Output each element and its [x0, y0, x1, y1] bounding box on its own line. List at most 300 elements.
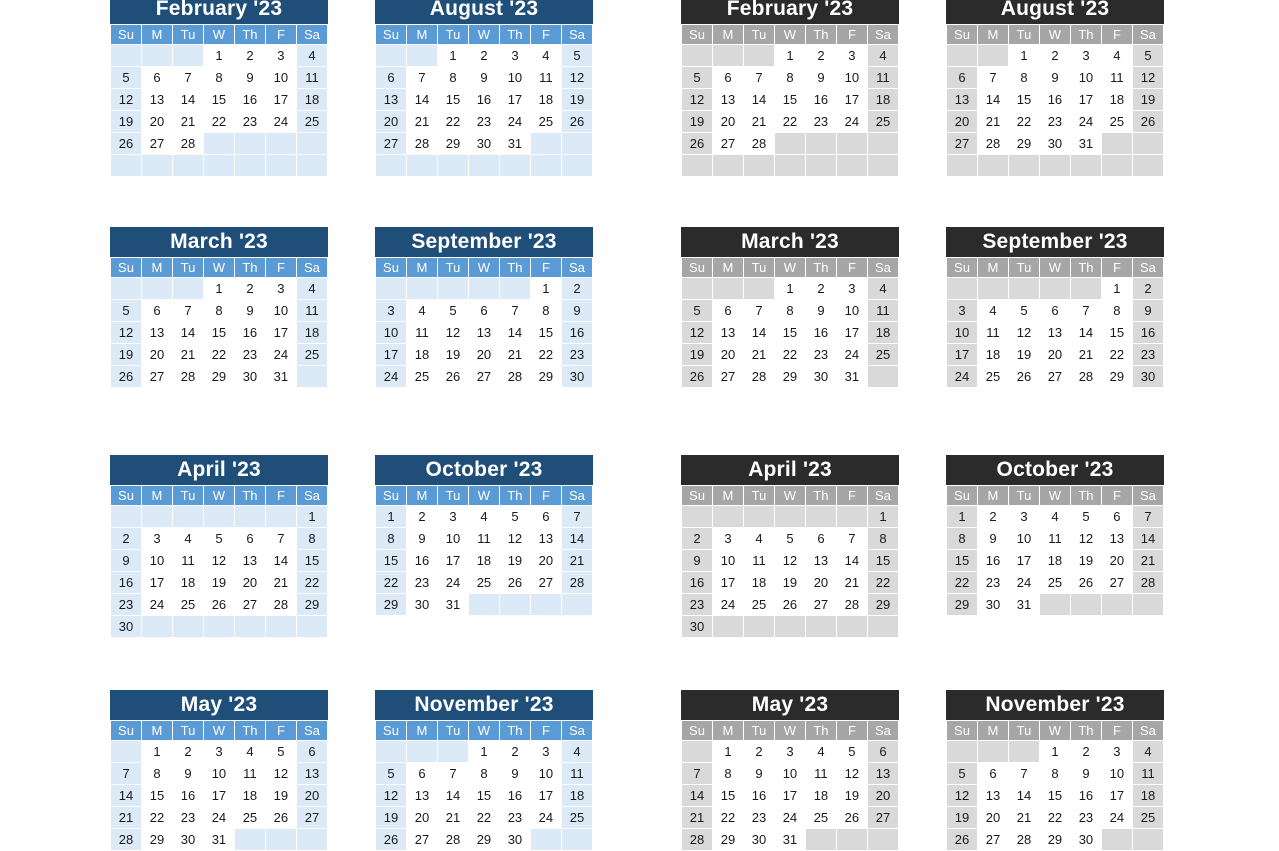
calendar-day-cell[interactable]: 16 [468, 89, 499, 111]
calendar-day-cell[interactable]: 29 [437, 133, 468, 155]
calendar-day-cell[interactable]: 21 [172, 111, 203, 133]
calendar-day-cell[interactable]: 9 [468, 67, 499, 89]
calendar-day-cell[interactable]: 7 [561, 506, 592, 528]
calendar-day-cell[interactable]: 26 [1008, 366, 1039, 388]
calendar-day-cell[interactable]: 13 [947, 89, 978, 111]
calendar-day-cell[interactable]: 14 [265, 550, 296, 572]
calendar-day-cell[interactable]: 29 [296, 594, 327, 616]
calendar-day-cell[interactable]: 17 [265, 89, 296, 111]
calendar-day-cell[interactable]: 13 [406, 785, 437, 807]
calendar-day-cell[interactable]: 18 [743, 572, 774, 594]
calendar-day-cell[interactable]: 2 [977, 506, 1008, 528]
calendar-day-cell[interactable]: 6 [234, 528, 265, 550]
calendar-day-cell[interactable]: 12 [682, 89, 713, 111]
calendar-day-cell[interactable]: 24 [1070, 111, 1101, 133]
calendar-day-cell[interactable]: 17 [141, 572, 172, 594]
calendar-day-cell[interactable]: 31 [437, 594, 468, 616]
calendar-day-cell[interactable]: 1 [867, 506, 898, 528]
calendar-day-cell[interactable]: 24 [376, 366, 407, 388]
calendar-day-cell[interactable]: 7 [682, 763, 713, 785]
calendar-day-cell[interactable]: 3 [530, 741, 561, 763]
calendar-day-cell[interactable]: 10 [774, 763, 805, 785]
calendar-day-cell[interactable]: 2 [499, 741, 530, 763]
calendar-day-cell[interactable]: 6 [947, 67, 978, 89]
calendar-day-cell[interactable]: 1 [947, 506, 978, 528]
calendar-day-cell[interactable]: 16 [111, 572, 142, 594]
calendar-day-cell[interactable]: 5 [682, 300, 713, 322]
calendar-day-cell[interactable]: 16 [805, 322, 836, 344]
calendar-day-cell[interactable]: 27 [712, 366, 743, 388]
calendar-day-cell[interactable]: 11 [867, 67, 898, 89]
calendar-day-cell[interactable]: 16 [234, 322, 265, 344]
calendar-day-cell[interactable]: 28 [743, 133, 774, 155]
calendar-day-cell[interactable]: 18 [867, 322, 898, 344]
calendar-day-cell[interactable]: 26 [203, 594, 234, 616]
calendar-day-cell[interactable]: 18 [1132, 785, 1163, 807]
calendar-day-cell[interactable]: 21 [172, 344, 203, 366]
calendar-day-cell[interactable]: 21 [561, 550, 592, 572]
calendar-day-cell[interactable]: 30 [682, 616, 713, 638]
calendar-day-cell[interactable]: 15 [437, 89, 468, 111]
calendar-day-cell[interactable]: 21 [111, 807, 142, 829]
calendar-day-cell[interactable]: 29 [774, 366, 805, 388]
calendar-day-cell[interactable]: 4 [296, 45, 327, 67]
calendar-day-cell[interactable]: 7 [172, 300, 203, 322]
calendar-day-cell[interactable]: 25 [406, 366, 437, 388]
calendar-day-cell[interactable]: 10 [530, 763, 561, 785]
calendar-day-cell[interactable]: 4 [867, 278, 898, 300]
calendar-day-cell[interactable]: 22 [867, 572, 898, 594]
calendar-day-cell[interactable]: 9 [234, 300, 265, 322]
calendar-day-cell[interactable]: 27 [805, 594, 836, 616]
calendar-day-cell[interactable]: 3 [947, 300, 978, 322]
calendar-day-cell[interactable]: 30 [805, 366, 836, 388]
calendar-day-cell[interactable]: 17 [1008, 550, 1039, 572]
calendar-day-cell[interactable]: 5 [1132, 45, 1163, 67]
calendar-day-cell[interactable]: 8 [141, 763, 172, 785]
calendar-day-cell[interactable]: 8 [468, 763, 499, 785]
calendar-day-cell[interactable]: 28 [172, 366, 203, 388]
calendar-day-cell[interactable]: 10 [1008, 528, 1039, 550]
calendar-day-cell[interactable]: 17 [836, 89, 867, 111]
calendar-day-cell[interactable]: 3 [1070, 45, 1101, 67]
calendar-day-cell[interactable]: 11 [1132, 763, 1163, 785]
calendar-day-cell[interactable]: 20 [406, 807, 437, 829]
calendar-day-cell[interactable]: 31 [265, 366, 296, 388]
calendar-day-cell[interactable]: 24 [437, 572, 468, 594]
calendar-day-cell[interactable]: 3 [836, 278, 867, 300]
calendar-day-cell[interactable]: 3 [774, 741, 805, 763]
calendar-day-cell[interactable]: 28 [836, 594, 867, 616]
calendar-day-cell[interactable]: 27 [867, 807, 898, 829]
calendar-day-cell[interactable]: 17 [499, 89, 530, 111]
calendar-day-cell[interactable]: 22 [468, 807, 499, 829]
calendar-day-cell[interactable]: 17 [437, 550, 468, 572]
calendar-day-cell[interactable]: 21 [836, 572, 867, 594]
calendar-day-cell[interactable]: 12 [111, 89, 142, 111]
calendar-day-cell[interactable]: 17 [836, 322, 867, 344]
calendar-day-cell[interactable]: 10 [265, 67, 296, 89]
calendar-day-cell[interactable]: 10 [203, 763, 234, 785]
calendar-day-cell[interactable]: 4 [743, 528, 774, 550]
calendar-day-cell[interactable]: 15 [530, 322, 561, 344]
calendar-day-cell[interactable]: 29 [867, 594, 898, 616]
calendar-day-cell[interactable]: 5 [1070, 506, 1101, 528]
calendar-day-cell[interactable]: 12 [376, 785, 407, 807]
calendar-day-cell[interactable]: 8 [867, 528, 898, 550]
calendar-day-cell[interactable]: 5 [774, 528, 805, 550]
calendar-day-cell[interactable]: 7 [836, 528, 867, 550]
calendar-day-cell[interactable]: 13 [1101, 528, 1132, 550]
calendar-day-cell[interactable]: 18 [468, 550, 499, 572]
calendar-day-cell[interactable]: 20 [712, 344, 743, 366]
calendar-day-cell[interactable]: 29 [141, 829, 172, 851]
calendar-day-cell[interactable]: 14 [561, 528, 592, 550]
calendar-day-cell[interactable]: 6 [406, 763, 437, 785]
calendar-day-cell[interactable]: 26 [774, 594, 805, 616]
calendar-day-cell[interactable]: 19 [499, 550, 530, 572]
calendar-day-cell[interactable]: 17 [712, 572, 743, 594]
calendar-day-cell[interactable]: 13 [805, 550, 836, 572]
calendar-day-cell[interactable]: 27 [468, 366, 499, 388]
calendar-day-cell[interactable]: 4 [296, 278, 327, 300]
calendar-day-cell[interactable]: 13 [712, 322, 743, 344]
calendar-day-cell[interactable]: 6 [1101, 506, 1132, 528]
calendar-day-cell[interactable]: 23 [172, 807, 203, 829]
calendar-day-cell[interactable]: 6 [805, 528, 836, 550]
calendar-day-cell[interactable]: 11 [234, 763, 265, 785]
calendar-day-cell[interactable]: 1 [712, 741, 743, 763]
calendar-day-cell[interactable]: 23 [234, 111, 265, 133]
calendar-day-cell[interactable]: 10 [141, 550, 172, 572]
calendar-day-cell[interactable]: 12 [836, 763, 867, 785]
calendar-day-cell[interactable]: 20 [867, 785, 898, 807]
calendar-day-cell[interactable]: 10 [376, 322, 407, 344]
calendar-day-cell[interactable]: 7 [977, 67, 1008, 89]
calendar-day-cell[interactable]: 1 [203, 45, 234, 67]
calendar-day-cell[interactable]: 28 [111, 829, 142, 851]
calendar-day-cell[interactable]: 14 [836, 550, 867, 572]
calendar-day-cell[interactable]: 24 [530, 807, 561, 829]
calendar-day-cell[interactable]: 4 [1039, 506, 1070, 528]
calendar-day-cell[interactable]: 14 [437, 785, 468, 807]
calendar-day-cell[interactable]: 16 [682, 572, 713, 594]
calendar-day-cell[interactable]: 22 [774, 344, 805, 366]
calendar-day-cell[interactable]: 20 [296, 785, 327, 807]
calendar-day-cell[interactable]: 6 [530, 506, 561, 528]
calendar-day-cell[interactable]: 18 [1101, 89, 1132, 111]
calendar-day-cell[interactable]: 23 [743, 807, 774, 829]
calendar-day-cell[interactable]: 13 [977, 785, 1008, 807]
calendar-day-cell[interactable]: 8 [203, 300, 234, 322]
calendar-day-cell[interactable]: 9 [406, 528, 437, 550]
calendar-day-cell[interactable]: 28 [437, 829, 468, 851]
calendar-day-cell[interactable]: 22 [203, 111, 234, 133]
calendar-day-cell[interactable]: 24 [499, 111, 530, 133]
calendar-day-cell[interactable]: 17 [376, 344, 407, 366]
calendar-day-cell[interactable]: 22 [712, 807, 743, 829]
calendar-day-cell[interactable]: 3 [265, 278, 296, 300]
calendar-day-cell[interactable]: 23 [1070, 807, 1101, 829]
calendar-day-cell[interactable]: 5 [437, 300, 468, 322]
calendar-day-cell[interactable]: 29 [530, 366, 561, 388]
calendar-day-cell[interactable]: 16 [406, 550, 437, 572]
calendar-day-cell[interactable]: 30 [499, 829, 530, 851]
calendar-day-cell[interactable]: 13 [468, 322, 499, 344]
calendar-day-cell[interactable]: 11 [867, 300, 898, 322]
calendar-day-cell[interactable]: 3 [1101, 741, 1132, 763]
calendar-day-cell[interactable]: 7 [743, 300, 774, 322]
calendar-day-cell[interactable]: 22 [296, 572, 327, 594]
calendar-day-cell[interactable]: 25 [867, 344, 898, 366]
calendar-day-cell[interactable]: 12 [774, 550, 805, 572]
calendar-day-cell[interactable]: 24 [265, 111, 296, 133]
calendar-day-cell[interactable]: 19 [682, 111, 713, 133]
calendar-day-cell[interactable]: 23 [1132, 344, 1163, 366]
calendar-day-cell[interactable]: 18 [530, 89, 561, 111]
calendar-day-cell[interactable]: 18 [561, 785, 592, 807]
calendar-day-cell[interactable]: 11 [743, 550, 774, 572]
calendar-day-cell[interactable]: 28 [172, 133, 203, 155]
calendar-day-cell[interactable]: 11 [406, 322, 437, 344]
calendar-day-cell[interactable]: 20 [376, 111, 407, 133]
calendar-day-cell[interactable]: 10 [1070, 67, 1101, 89]
calendar-day-cell[interactable]: 3 [203, 741, 234, 763]
calendar-day-cell[interactable]: 10 [1101, 763, 1132, 785]
calendar-day-cell[interactable]: 6 [296, 741, 327, 763]
calendar-day-cell[interactable]: 26 [111, 133, 142, 155]
calendar-day-cell[interactable]: 3 [265, 45, 296, 67]
calendar-day-cell[interactable]: 24 [141, 594, 172, 616]
calendar-day-cell[interactable]: 23 [805, 344, 836, 366]
calendar-day-cell[interactable]: 10 [265, 300, 296, 322]
calendar-day-cell[interactable]: 13 [1039, 322, 1070, 344]
calendar-day-cell[interactable]: 1 [774, 278, 805, 300]
calendar-day-cell[interactable]: 27 [141, 133, 172, 155]
calendar-day-cell[interactable]: 11 [1039, 528, 1070, 550]
calendar-day-cell[interactable]: 16 [977, 550, 1008, 572]
calendar-day-cell[interactable]: 5 [111, 67, 142, 89]
calendar-day-cell[interactable]: 14 [977, 89, 1008, 111]
calendar-day-cell[interactable]: 5 [947, 763, 978, 785]
calendar-day-cell[interactable]: 19 [203, 572, 234, 594]
calendar-day-cell[interactable]: 28 [265, 594, 296, 616]
calendar-day-cell[interactable]: 5 [1008, 300, 1039, 322]
calendar-day-cell[interactable]: 13 [376, 89, 407, 111]
calendar-day-cell[interactable]: 12 [682, 322, 713, 344]
calendar-day-cell[interactable]: 1 [296, 506, 327, 528]
calendar-day-cell[interactable]: 17 [265, 322, 296, 344]
calendar-day-cell[interactable]: 9 [743, 763, 774, 785]
calendar-day-cell[interactable]: 9 [1070, 763, 1101, 785]
calendar-day-cell[interactable]: 29 [1039, 829, 1070, 851]
calendar-day-cell[interactable]: 9 [1132, 300, 1163, 322]
calendar-day-cell[interactable]: 24 [1101, 807, 1132, 829]
calendar-day-cell[interactable]: 14 [1070, 322, 1101, 344]
calendar-day-cell[interactable]: 8 [1039, 763, 1070, 785]
calendar-day-cell[interactable]: 11 [561, 763, 592, 785]
calendar-day-cell[interactable]: 3 [499, 45, 530, 67]
calendar-day-cell[interactable]: 16 [805, 89, 836, 111]
calendar-day-cell[interactable]: 30 [1039, 133, 1070, 155]
calendar-day-cell[interactable]: 25 [1101, 111, 1132, 133]
calendar-day-cell[interactable]: 20 [141, 344, 172, 366]
calendar-day-cell[interactable]: 11 [468, 528, 499, 550]
calendar-day-cell[interactable]: 3 [712, 528, 743, 550]
calendar-day-cell[interactable]: 11 [977, 322, 1008, 344]
calendar-day-cell[interactable]: 25 [1039, 572, 1070, 594]
calendar-day-cell[interactable]: 25 [743, 594, 774, 616]
calendar-day-cell[interactable]: 12 [499, 528, 530, 550]
calendar-day-cell[interactable]: 15 [141, 785, 172, 807]
calendar-day-cell[interactable]: 12 [561, 67, 592, 89]
calendar-day-cell[interactable]: 2 [172, 741, 203, 763]
calendar-day-cell[interactable]: 26 [376, 829, 407, 851]
calendar-day-cell[interactable]: 7 [499, 300, 530, 322]
calendar-day-cell[interactable]: 16 [172, 785, 203, 807]
calendar-day-cell[interactable]: 15 [774, 322, 805, 344]
calendar-day-cell[interactable]: 7 [1132, 506, 1163, 528]
calendar-day-cell[interactable]: 4 [234, 741, 265, 763]
calendar-day-cell[interactable]: 27 [376, 133, 407, 155]
calendar-day-cell[interactable]: 21 [682, 807, 713, 829]
calendar-day-cell[interactable]: 21 [406, 111, 437, 133]
calendar-day-cell[interactable]: 27 [141, 366, 172, 388]
calendar-day-cell[interactable]: 19 [774, 572, 805, 594]
calendar-day-cell[interactable]: 18 [1039, 550, 1070, 572]
calendar-day-cell[interactable]: 4 [1132, 741, 1163, 763]
calendar-day-cell[interactable]: 5 [203, 528, 234, 550]
calendar-day-cell[interactable]: 5 [836, 741, 867, 763]
calendar-day-cell[interactable]: 24 [947, 366, 978, 388]
calendar-day-cell[interactable]: 20 [805, 572, 836, 594]
calendar-day-cell[interactable]: 17 [1070, 89, 1101, 111]
calendar-day-cell[interactable]: 21 [743, 344, 774, 366]
calendar-day-cell[interactable]: 31 [1070, 133, 1101, 155]
calendar-day-cell[interactable]: 15 [203, 322, 234, 344]
calendar-day-cell[interactable]: 28 [406, 133, 437, 155]
calendar-day-cell[interactable]: 16 [1039, 89, 1070, 111]
calendar-day-cell[interactable]: 23 [561, 344, 592, 366]
calendar-day-cell[interactable]: 18 [406, 344, 437, 366]
calendar-day-cell[interactable]: 10 [836, 300, 867, 322]
calendar-day-cell[interactable]: 8 [774, 300, 805, 322]
calendar-day-cell[interactable]: 18 [296, 89, 327, 111]
calendar-day-cell[interactable]: 23 [805, 111, 836, 133]
calendar-day-cell[interactable]: 9 [805, 67, 836, 89]
calendar-day-cell[interactable]: 14 [172, 89, 203, 111]
calendar-day-cell[interactable]: 21 [1008, 807, 1039, 829]
calendar-day-cell[interactable]: 2 [561, 278, 592, 300]
calendar-day-cell[interactable]: 26 [499, 572, 530, 594]
calendar-day-cell[interactable]: 27 [712, 133, 743, 155]
calendar-day-cell[interactable]: 9 [172, 763, 203, 785]
calendar-day-cell[interactable]: 19 [111, 111, 142, 133]
calendar-day-cell[interactable]: 1 [468, 741, 499, 763]
calendar-day-cell[interactable]: 14 [743, 322, 774, 344]
calendar-day-cell[interactable]: 6 [712, 67, 743, 89]
calendar-day-cell[interactable]: 17 [774, 785, 805, 807]
calendar-day-cell[interactable]: 2 [234, 45, 265, 67]
calendar-day-cell[interactable]: 7 [172, 67, 203, 89]
calendar-day-cell[interactable]: 6 [376, 67, 407, 89]
calendar-day-cell[interactable]: 14 [499, 322, 530, 344]
calendar-day-cell[interactable]: 9 [499, 763, 530, 785]
calendar-day-cell[interactable]: 25 [867, 111, 898, 133]
calendar-day-cell[interactable]: 9 [1039, 67, 1070, 89]
calendar-day-cell[interactable]: 4 [977, 300, 1008, 322]
calendar-day-cell[interactable]: 13 [141, 322, 172, 344]
calendar-day-cell[interactable]: 8 [774, 67, 805, 89]
calendar-day-cell[interactable]: 21 [1070, 344, 1101, 366]
calendar-day-cell[interactable]: 22 [141, 807, 172, 829]
calendar-day-cell[interactable]: 8 [530, 300, 561, 322]
calendar-day-cell[interactable]: 12 [947, 785, 978, 807]
calendar-day-cell[interactable]: 23 [977, 572, 1008, 594]
calendar-day-cell[interactable]: 26 [1132, 111, 1163, 133]
calendar-day-cell[interactable]: 3 [836, 45, 867, 67]
calendar-day-cell[interactable]: 21 [437, 807, 468, 829]
calendar-day-cell[interactable]: 27 [406, 829, 437, 851]
calendar-day-cell[interactable]: 26 [1070, 572, 1101, 594]
calendar-day-cell[interactable]: 8 [947, 528, 978, 550]
calendar-day-cell[interactable]: 25 [296, 344, 327, 366]
calendar-day-cell[interactable]: 7 [1008, 763, 1039, 785]
calendar-day-cell[interactable]: 31 [1008, 594, 1039, 616]
calendar-day-cell[interactable]: 9 [111, 550, 142, 572]
calendar-day-cell[interactable]: 18 [977, 344, 1008, 366]
calendar-day-cell[interactable]: 24 [203, 807, 234, 829]
calendar-day-cell[interactable]: 1 [437, 45, 468, 67]
calendar-day-cell[interactable]: 9 [561, 300, 592, 322]
calendar-day-cell[interactable]: 7 [265, 528, 296, 550]
calendar-day-cell[interactable]: 30 [234, 366, 265, 388]
calendar-day-cell[interactable]: 20 [947, 111, 978, 133]
calendar-day-cell[interactable]: 28 [1008, 829, 1039, 851]
calendar-day-cell[interactable]: 1 [1008, 45, 1039, 67]
calendar-day-cell[interactable]: 18 [172, 572, 203, 594]
calendar-day-cell[interactable]: 15 [1039, 785, 1070, 807]
calendar-day-cell[interactable]: 4 [867, 45, 898, 67]
calendar-day-cell[interactable]: 24 [774, 807, 805, 829]
calendar-day-cell[interactable]: 23 [234, 344, 265, 366]
calendar-day-cell[interactable]: 15 [947, 550, 978, 572]
calendar-day-cell[interactable]: 9 [682, 550, 713, 572]
calendar-day-cell[interactable]: 11 [1101, 67, 1132, 89]
calendar-day-cell[interactable]: 27 [234, 594, 265, 616]
calendar-day-cell[interactable]: 25 [977, 366, 1008, 388]
calendar-day-cell[interactable]: 2 [468, 45, 499, 67]
calendar-day-cell[interactable]: 28 [561, 572, 592, 594]
calendar-day-cell[interactable]: 3 [376, 300, 407, 322]
calendar-day-cell[interactable]: 3 [141, 528, 172, 550]
calendar-day-cell[interactable]: 14 [1132, 528, 1163, 550]
calendar-day-cell[interactable]: 21 [1132, 550, 1163, 572]
calendar-day-cell[interactable]: 1 [141, 741, 172, 763]
calendar-day-cell[interactable]: 25 [468, 572, 499, 594]
calendar-day-cell[interactable]: 15 [1008, 89, 1039, 111]
calendar-day-cell[interactable]: 30 [468, 133, 499, 155]
calendar-day-cell[interactable]: 18 [296, 322, 327, 344]
calendar-day-cell[interactable]: 14 [682, 785, 713, 807]
calendar-day-cell[interactable]: 2 [682, 528, 713, 550]
calendar-day-cell[interactable]: 18 [234, 785, 265, 807]
calendar-day-cell[interactable]: 26 [947, 829, 978, 851]
calendar-day-cell[interactable]: 30 [406, 594, 437, 616]
calendar-day-cell[interactable]: 22 [947, 572, 978, 594]
calendar-day-cell[interactable]: 13 [867, 763, 898, 785]
calendar-day-cell[interactable]: 30 [111, 616, 142, 638]
